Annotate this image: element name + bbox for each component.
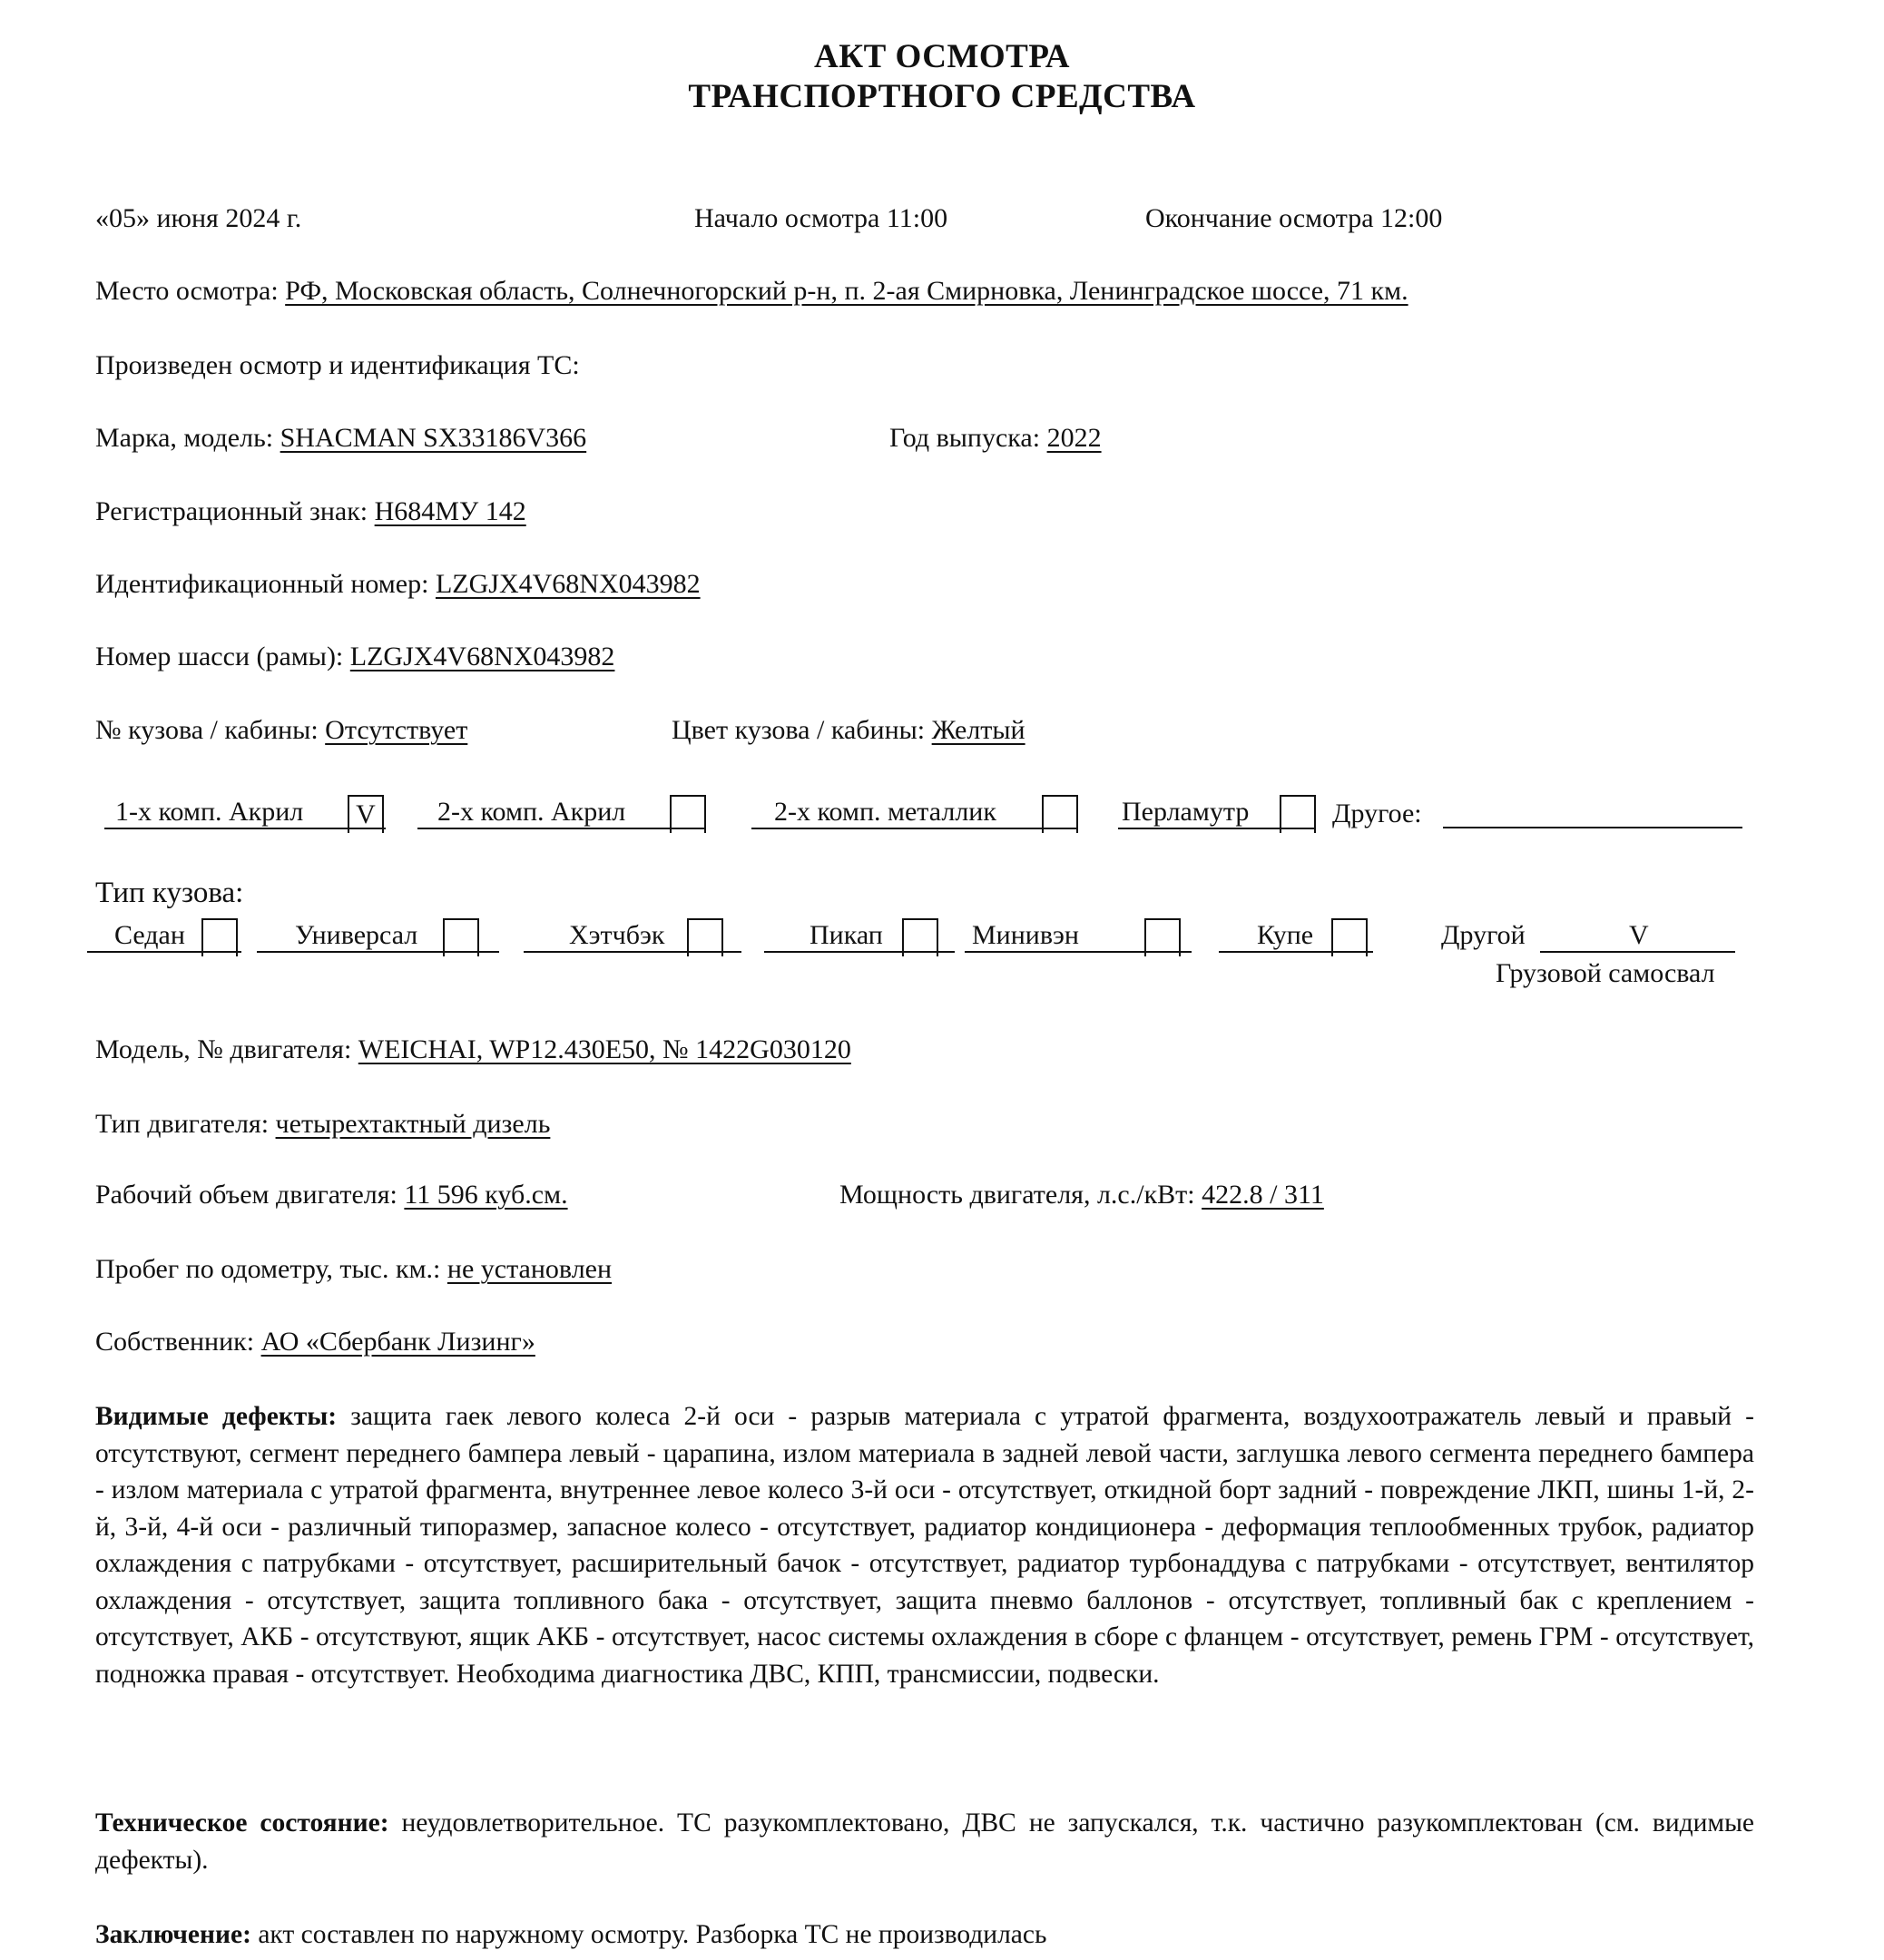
inspection-start [694,205,947,232]
paint-option-checkbox[interactable] [670,795,706,833]
inspection-end [1145,205,1442,232]
body-type-label: Тип кузова: [95,877,244,909]
odometer-row [95,1256,612,1283]
paint-option [104,791,386,829]
engine-model-row [95,1036,851,1063]
odometer-value: не установлен [446,1254,613,1284]
displacement-label: Рабочий объем двигателя: [95,1180,397,1210]
body-number-row [95,717,467,744]
body-type-checkbox[interactable] [1331,918,1368,956]
body-number-label: № кузова / кабины: [95,715,319,745]
body-type-other-field[interactable] [1540,915,1735,953]
owner-label: Собственник: [95,1327,255,1357]
body-type-other-mark: V [1629,920,1649,950]
year-row [889,425,1102,452]
body-type-checkbox[interactable] [902,918,938,956]
reg-plate-row [95,498,526,525]
defects-label: Видимые дефекты: [95,1402,338,1431]
paint-option-label: 2-х комп. металлик [774,797,996,827]
engine-type-value: четырехтактный дизель [275,1109,551,1139]
body-type-option-label: Минивэн [972,920,1079,950]
body-color-value: Желтый [931,715,1025,745]
body-color-row [672,717,1025,744]
body-type-option-label: Хэтчбэк [569,920,665,950]
end-time: 12:00 [1380,203,1443,233]
year-value: 2022 [1046,423,1102,453]
reg-plate-value: Н684МУ 142 [374,496,526,526]
visible-defects [95,1398,1754,1692]
engine-type-row [95,1111,550,1138]
defects-text: защита гаек левого колеса 2-й оси - разрыв материала с утратой фрагмента, воздухоотражатель левый и правый - отсутствуют, сегмент переднего бампера левый - царапина, излом материала в задней левой части, заглушка левого сегмента переднего бампера - излом материала с утратой фрагмента, внутреннее левое колесо 3-й оси - отсутствует, откидной борт задний - повреждение ЛКП, шины 1-й, 2-й, 3-й, 4-й оси - различный типоразмер, запасное колесо - отсутствует, радиатор кондиционера - деформация теплообменных трубок, радиатор охлаждения с патрубками - отсутствует, расширительный бачок - отсутствует, радиатор турбонаддува с патрубками - отсутствует, вентилятор охлаждения - отсутствует, защита топливного бака - отсутствует, защита пневмо баллонов - отсутствует, топливный бак с креплением - отсутствует, АКБ - отсутствуют, ящик АКБ - отсутствует, насос системы охлаждения в сборе с фланцем - отсутствует, ремень ГРМ - отсутствует, подножка правая - отсутствует. Необходима диагностика ДВС, КПП, трансмиссии, подвески. [95,1402,1754,1689]
body-type-option-label: Универсал [295,920,418,950]
body-type-other-value: Грузовой самосвал [1496,958,1715,988]
power-value: 422.8 / 311 [1202,1180,1324,1210]
paint-option-label: Перламутр [1122,797,1250,827]
body-type-option-label: Седан [114,920,185,950]
odometer-label: Пробег по одометру, тыс. км.: [95,1254,441,1284]
chassis-label: Номер шасси (рамы): [95,642,344,671]
chassis-value: LZGJX4V68NX043982 [349,642,615,671]
document-title-line1: АКТ ОСМОТРА [814,38,1070,75]
body-type-option [524,915,741,953]
paint-option [417,791,706,829]
paint-option-label: 2-х комп. Акрил [437,797,626,827]
paint-other-label: Другое: [1332,799,1422,828]
body-type-checkbox[interactable] [687,918,723,956]
technical-state [95,1805,1754,1878]
make-model-value: SHACMAN SX33186V366 [280,423,587,453]
place-row [95,278,1408,305]
tech-state-label: Техническое состояние: [95,1808,389,1838]
conclusion-text: акт составлен по наружному осмотру. Разборка ТС не производилась [258,1920,1047,1949]
paint-option-checkbox[interactable] [1042,795,1078,833]
paint-other-field[interactable] [1443,827,1742,828]
inspection-intro: Произведен осмотр и идентификация ТС: [95,350,580,380]
body-type-checkbox[interactable] [443,918,479,956]
body-color-label: Цвет кузова / кабины: [672,715,926,745]
tech-state-text: неудовлетворительное. ТС разукомплектовано, ДВС не запускался, т.к. частично разукомплектован (см. видимые дефекты). [95,1808,1754,1875]
body-type-option [1219,915,1373,953]
engine-model-value: WEICHAI, WP12.430E50, № 1422G030120 [358,1034,851,1064]
vin-label: Идентификационный номер: [95,569,429,599]
conclusion [95,1922,1046,1949]
engine-model-label: Модель, № двигателя: [95,1034,352,1064]
body-type-other-label: Другой [1441,920,1526,950]
chassis-row [95,643,614,671]
document-title-line2: ТРАНСПОРТНОГО СРЕДСТВА [688,78,1196,115]
body-type-option-label: Пикап [810,920,883,950]
owner-row [95,1328,535,1356]
place-value: РФ, Московская область, Солнечногорский р-н, п. 2-ая Смирновка, Ленинградское шоссе, 71 км. [285,276,1408,306]
paint-option-checkbox[interactable] [1280,795,1316,833]
paint-option [1118,791,1316,829]
displacement-row [95,1181,568,1209]
make-model-row [95,425,586,452]
vin-row [95,571,701,598]
power-row [839,1181,1324,1209]
body-type-option [965,915,1192,953]
displacement-value: 11 596 куб.см. [404,1180,568,1210]
body-type-option-label: Купе [1257,920,1314,950]
owner-value: АО «Сбербанк Лизинг» [260,1327,535,1357]
end-label: Окончание осмотра [1145,203,1374,233]
make-model-label: Марка, модель: [95,423,274,453]
reg-plate-label: Регистрационный знак: [95,496,368,526]
paint-option [751,791,1078,829]
year-label: Год выпуска: [889,423,1041,453]
inspection-date: «05» июня 2024 г. [95,203,302,233]
body-number-value: Отсутствует [325,715,468,745]
body-type-checkbox[interactable] [1144,918,1181,956]
start-time: 11:00 [886,203,948,233]
body-type-checkbox[interactable] [201,918,238,956]
conclusion-label: Заключение: [95,1920,251,1949]
body-type-option [257,915,499,953]
power-label: Мощность двигателя, л.с./кВт: [839,1180,1195,1210]
body-type-option [764,915,955,953]
paint-option-label: 1-х комп. Акрил [115,797,304,827]
place-label: Место осмотра: [95,276,279,306]
vin-value: LZGJX4V68NX043982 [435,569,701,599]
body-type-option [87,915,241,953]
engine-type-label: Тип двигателя: [95,1109,270,1139]
paint-option-checkbox[interactable]: V [348,795,384,833]
start-label: Начало осмотра [694,203,880,233]
